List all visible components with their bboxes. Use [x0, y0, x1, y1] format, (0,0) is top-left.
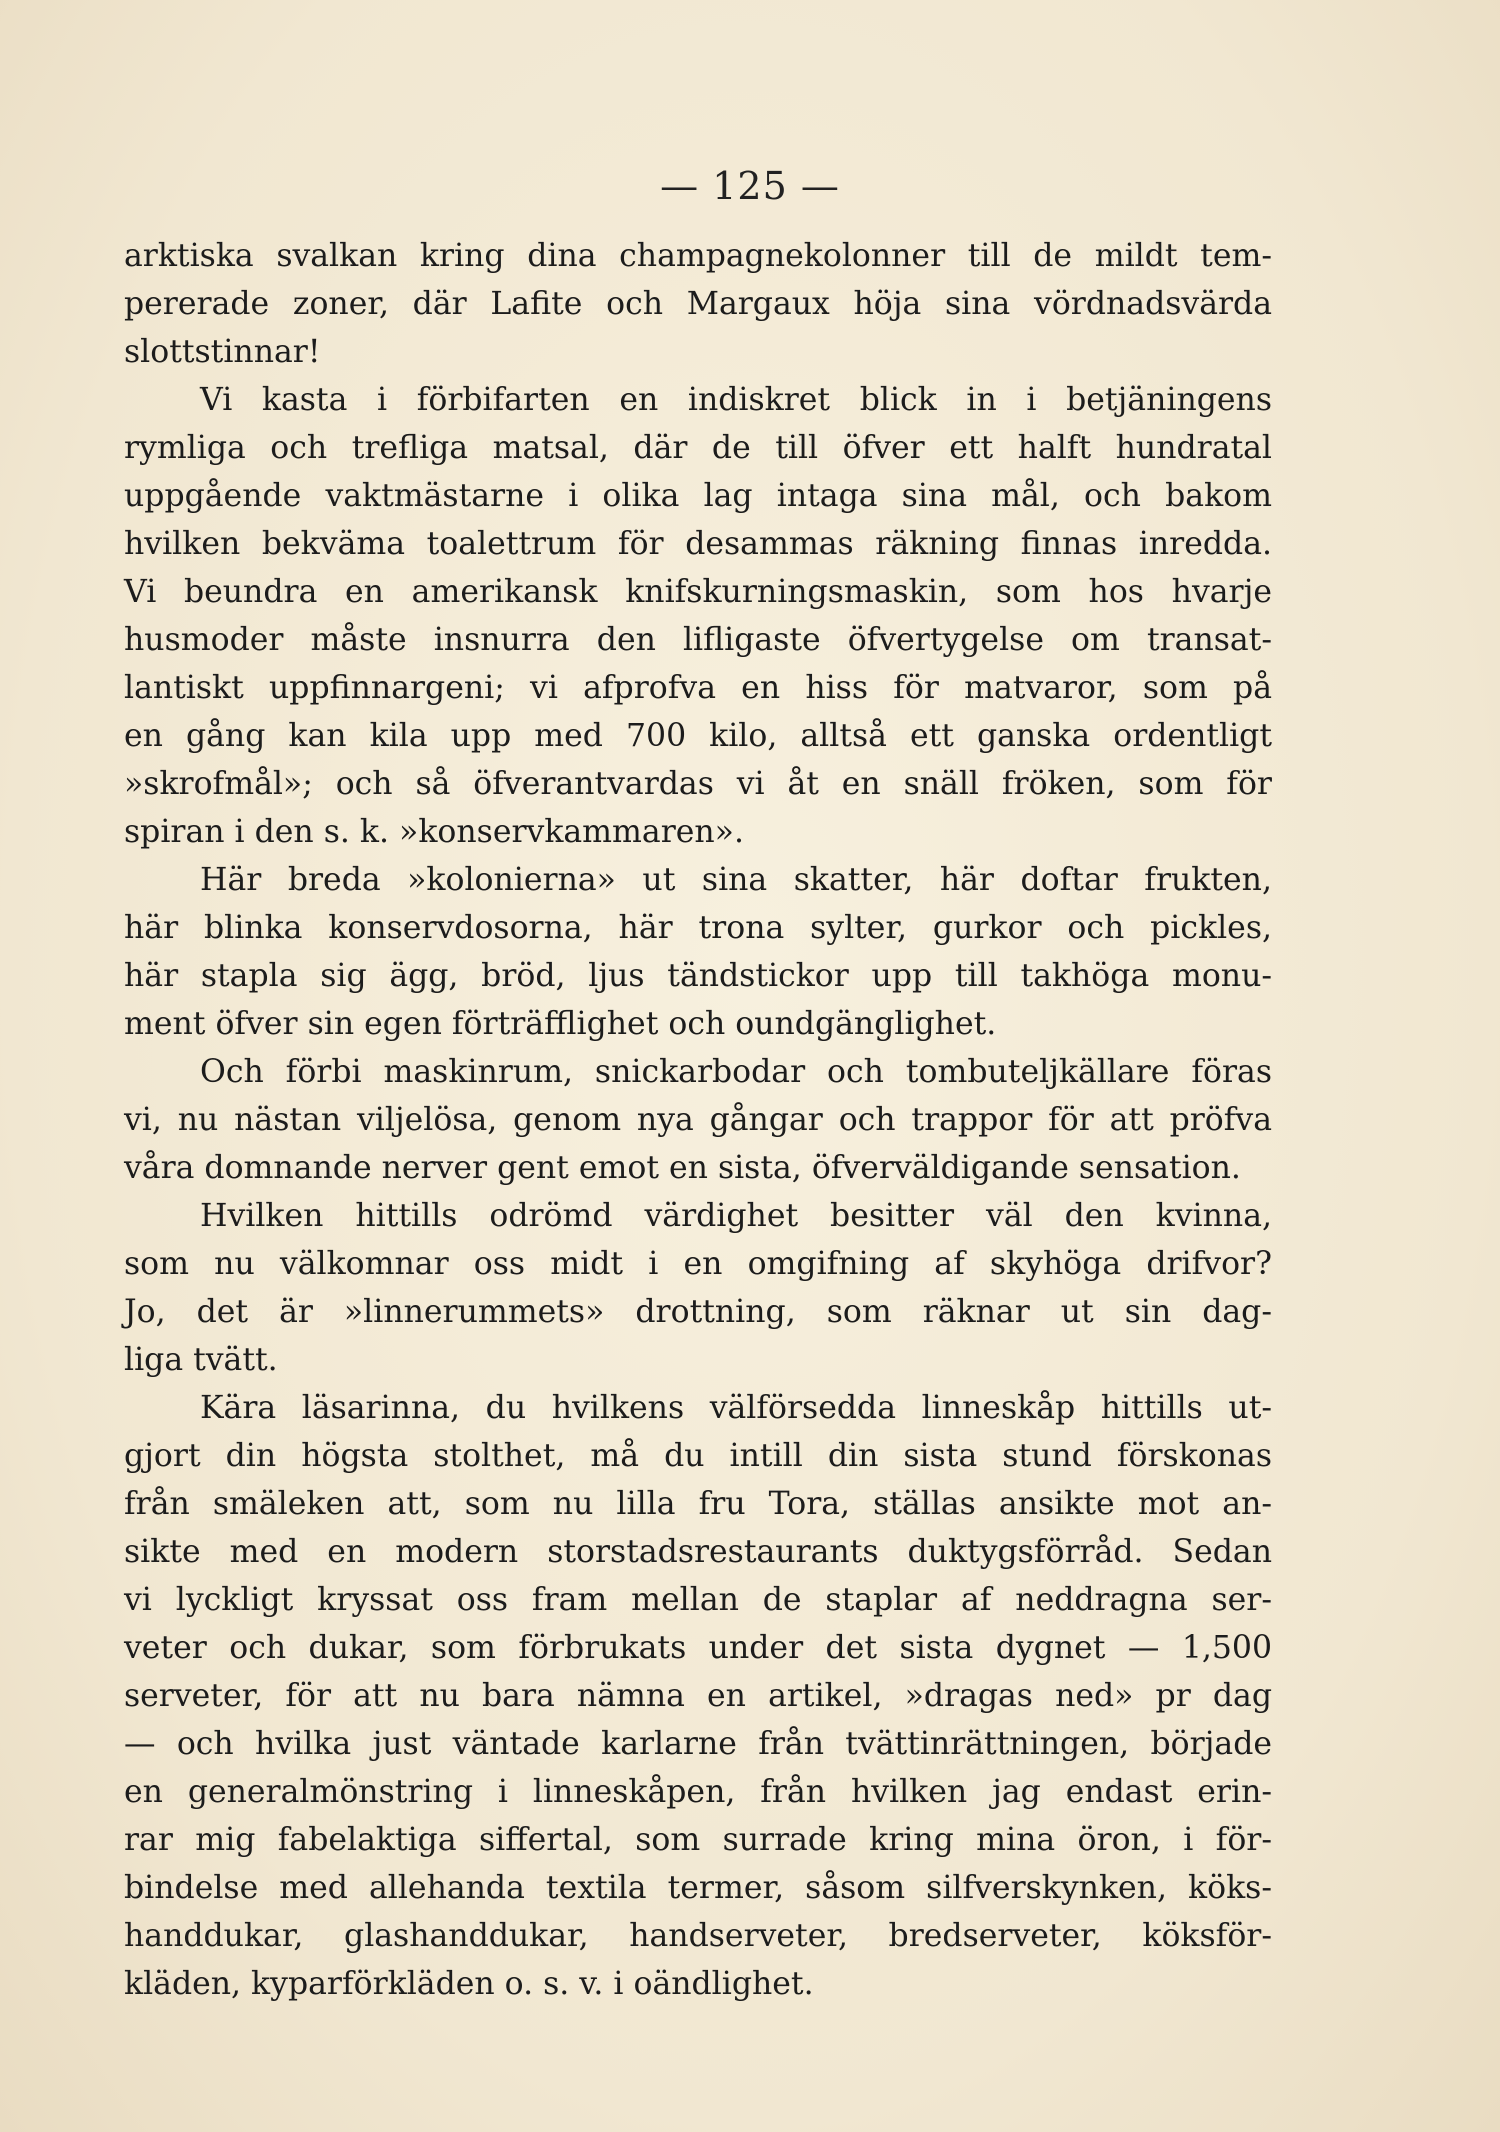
text-line: Här breda »kolonierna» ut sina skatter, här doftar frukten, [200, 862, 1272, 898]
text-line: här stapla sig ägg, bröd, ljus tändstickor upp till takhöga monu- [124, 958, 1272, 994]
text-line: sikte med en modern storstadsrestaurants duktygsförråd. Sedan [124, 1534, 1272, 1570]
paragraph [124, 376, 1272, 856]
text-line: uppgående vaktmästarne i olika lag intaga sina mål, och bakom [124, 478, 1272, 514]
text-line: slottstinnar! [124, 334, 321, 370]
text-line: pererade zoner, där Lafite och Margaux höja sina vördnadsvärda [124, 286, 1272, 322]
text-line: — och hvilka just väntade karlarne från tvättinrättningen, började [124, 1726, 1272, 1762]
text-line: husmoder måste insnurra den lifligaste öfvertygelse om transat- [124, 622, 1272, 658]
text-line: spiran i den s. k. »konservkammaren». [124, 814, 744, 850]
text-line: som nu välkomnar oss midt i en omgifning af skyhöga drifvor? [124, 1246, 1272, 1282]
body-text [124, 232, 1272, 2008]
text-line: Och förbi maskinrum, snickarbodar och tombuteljkällare föras [200, 1054, 1272, 1090]
text-line: liga tvätt. [124, 1342, 278, 1378]
paragraph [124, 856, 1272, 1048]
text-line: hvilken bekväma toalettrum för desammas räkning finnas inredda. [124, 526, 1272, 562]
text-line: från smäleken att, som nu lilla fru Tora, ställas ansikte mot an- [124, 1486, 1272, 1522]
text-line: rar mig fabelaktiga siffertal, som surrade kring mina öron, i för- [124, 1822, 1272, 1858]
text-line: Jo, det är »linnerummets» drottning, som räknar ut sin dag- [124, 1294, 1272, 1330]
page-number: — 125 — [660, 164, 840, 208]
text-line: Kära läsarinna, du hvilkens välförsedda linneskåp hittills ut- [200, 1390, 1272, 1426]
text-line: en gång kan kila upp med 700 kilo, alltså ett ganska ordentligt [124, 718, 1272, 754]
paragraph [124, 1048, 1272, 1192]
text-line: »skrofmål»; och så öfverantvardas vi åt en snäll fröken, som för [124, 766, 1272, 802]
text-line: en generalmönstring i linneskåpen, från hvilken jag endast erin- [124, 1774, 1272, 1810]
text-line: ment öfver sin egen förträfflighet och oundgänglighet. [124, 1006, 997, 1042]
text-line: våra domnande nerver gent emot en sista, öfverväldigande sensation. [124, 1150, 1241, 1186]
text-line: vi lyckligt kryssat oss fram mellan de staplar af neddragna ser- [124, 1582, 1272, 1618]
text-line: gjort din högsta stolthet, må du intill din sista stund förskonas [124, 1438, 1272, 1474]
text-line: handdukar, glashanddukar, handserveter, bredserveter, köksför- [124, 1918, 1272, 1954]
paragraph [124, 232, 1272, 376]
text-line: vi, nu nästan viljelösa, genom nya gångar och trappor för att pröfva [124, 1102, 1272, 1138]
text-line: Vi kasta i förbifarten en indiskret blick in i betjäningens [200, 382, 1272, 418]
text-line: veter och dukar, som förbrukats under det sista dygnet — 1,500 [124, 1630, 1272, 1666]
text-line: Hvilken hittills odrömd värdighet besitter väl den kvinna, [200, 1198, 1272, 1234]
text-line: här blinka konservdosorna, här trona sylter, gurkor och pickles, [124, 910, 1272, 946]
text-line: Vi beundra en amerikansk knifskurningsmaskin, som hos hvarje [124, 574, 1272, 610]
text-line: kläden, kyparförkläden o. s. v. i oändlighet. [124, 1966, 814, 2002]
text-line: lantiskt uppfinnargeni; vi afprofva en hiss för matvaror, som på [124, 670, 1272, 706]
text-line: arktiska svalkan kring dina champagnekolonner till de mildt tem- [124, 238, 1272, 274]
paragraph [124, 1384, 1272, 2008]
paragraph [124, 1192, 1272, 1384]
text-line: rymliga och trefliga matsal, där de till öfver ett halft hundratal [124, 430, 1272, 466]
text-line: bindelse med allehanda textila termer, såsom silfverskynken, köks- [124, 1870, 1272, 1906]
text-line: serveter, för att nu bara nämna en artikel, »dragas ned» pr dag [124, 1678, 1272, 1714]
